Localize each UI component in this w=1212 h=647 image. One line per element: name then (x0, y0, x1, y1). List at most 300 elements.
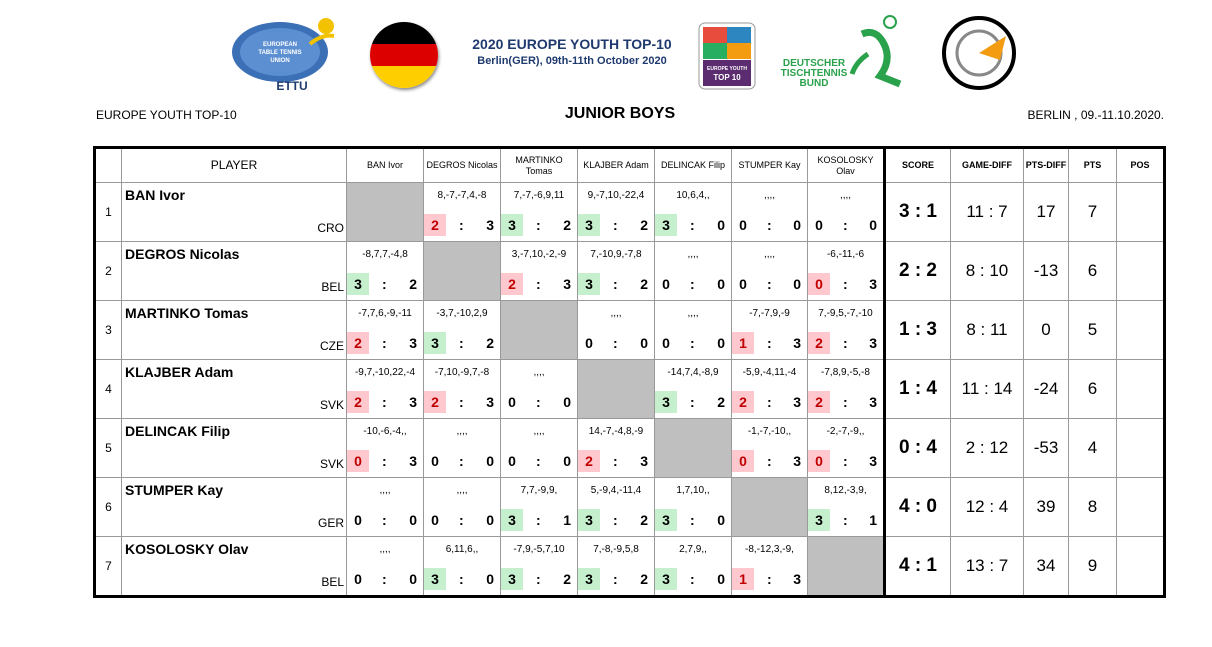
game-scores: 7,-9,5,-7,-10 (818, 308, 873, 319)
match-score (808, 509, 883, 531)
match-result-cell (424, 537, 501, 597)
player-nation: BEL (321, 280, 344, 294)
player-nation: BEL (321, 575, 344, 589)
game-scores: ,,,, (533, 426, 545, 437)
pos-header: POS (1117, 148, 1165, 183)
table-row (95, 478, 1165, 537)
match-result-cell (655, 301, 732, 360)
games-won: 3 (655, 214, 677, 236)
games-lost: 0 (717, 512, 725, 528)
games-won: 2 (501, 273, 523, 295)
match-score (501, 509, 577, 531)
match-result-cell (732, 360, 808, 419)
score-separator: : (536, 276, 541, 292)
score-separator: : (690, 276, 695, 292)
games-won: 0 (739, 217, 747, 233)
player-cell (122, 537, 347, 597)
match-score (808, 391, 883, 413)
games-lost: 0 (486, 512, 494, 528)
self-match-cell (578, 360, 655, 419)
dttb-line2: TISCHTENNIS (780, 68, 848, 79)
game-scores: ,,,, (763, 190, 776, 201)
pos-value (1117, 183, 1165, 242)
match-result-cell (501, 360, 578, 419)
score-separator: : (613, 217, 618, 233)
score-separator: : (690, 571, 695, 587)
header-left-label: EUROPE YOUTH TOP-10 (96, 108, 237, 122)
table-row (95, 419, 1165, 478)
ettu-text: ETTU (276, 79, 308, 92)
score-separator: : (536, 394, 541, 410)
match-score (347, 509, 423, 531)
match-result-cell (732, 242, 808, 301)
match-result-cell (732, 419, 808, 478)
games-lost: 3 (409, 335, 417, 351)
games-won: 3 (578, 273, 600, 295)
opponent-header: DEGROS Nicolas (424, 148, 501, 183)
match-result-cell (808, 242, 885, 301)
games-won: 0 (732, 450, 754, 472)
score-separator: : (843, 217, 848, 233)
header-right-label: BERLIN , 09.-11.10.2020. (1027, 108, 1164, 122)
score-separator: : (382, 571, 387, 587)
game-diff-value: 11 : 14 (951, 360, 1024, 419)
games-lost: 2 (409, 276, 417, 292)
score-separator: : (767, 453, 772, 469)
games-won: 0 (347, 450, 369, 472)
game-diff-value: 8 : 11 (951, 301, 1024, 360)
score-separator: : (767, 394, 772, 410)
score-separator: : (382, 512, 387, 528)
pos-value (1117, 242, 1165, 301)
player-nation: GER (317, 516, 344, 530)
score-separator: : (690, 217, 695, 233)
pos-value (1117, 478, 1165, 537)
game-scores: 2,7,9,, (679, 544, 707, 555)
match-score-total: 3 : 1 (885, 183, 951, 242)
score-separator: : (843, 453, 848, 469)
game-scores: ,,,, (379, 485, 391, 496)
games-lost: 1 (563, 512, 571, 528)
match-score (808, 450, 883, 472)
player-name: BAN Ivor (125, 187, 185, 203)
row-number: 2 (95, 242, 122, 301)
score-separator: : (843, 512, 848, 528)
games-won: 2 (732, 391, 754, 413)
match-score (501, 568, 577, 590)
player-nation: CZE (320, 339, 344, 353)
game-scores: -7,-7,9,-9 (749, 308, 790, 319)
game-scores: 7,7,-9,9, (520, 485, 558, 496)
game-scores: -8,7,7,-4,8 (362, 249, 408, 260)
match-result-cell (501, 537, 578, 597)
games-won: 0 (808, 273, 830, 295)
games-won: 0 (354, 512, 362, 528)
match-result-cell (732, 183, 808, 242)
score-separator: : (382, 394, 387, 410)
match-result-cell (655, 183, 732, 242)
self-match-cell (808, 537, 885, 597)
score-separator: : (767, 217, 772, 233)
score-separator: : (382, 453, 387, 469)
score-separator: : (613, 335, 618, 351)
games-lost: 0 (793, 217, 801, 233)
score-separator: : (536, 512, 541, 528)
match-score (808, 214, 883, 236)
score-separator: : (459, 453, 464, 469)
table-row (95, 242, 1165, 301)
games-won: 3 (501, 509, 523, 531)
match-score (424, 450, 500, 472)
games-lost: 3 (486, 217, 494, 233)
score-separator: : (843, 394, 848, 410)
player-cell (122, 360, 347, 419)
table-row (95, 360, 1165, 419)
games-lost: 0 (409, 571, 417, 587)
score-separator: : (767, 276, 772, 292)
match-score (732, 332, 807, 354)
score-separator: : (613, 571, 618, 587)
games-lost: 2 (563, 217, 571, 233)
match-result-cell (808, 419, 885, 478)
game-scores: -10,-6,-4,, (363, 426, 407, 437)
match-score-total: 2 : 2 (885, 242, 951, 301)
player-cell (122, 419, 347, 478)
row-number: 1 (95, 183, 122, 242)
self-match-cell (732, 478, 808, 537)
game-scores: ,,,, (687, 308, 699, 319)
player-nation: SVK (319, 457, 344, 471)
match-result-cell (578, 478, 655, 537)
match-result-cell (808, 183, 885, 242)
game-scores: ,,,, (379, 544, 391, 555)
match-score (732, 450, 807, 472)
games-won: 3 (655, 568, 677, 590)
pos-value (1117, 360, 1165, 419)
score-header: SCORE (885, 148, 951, 183)
num-header (95, 148, 122, 183)
score-separator: : (536, 217, 541, 233)
games-won: 3 (347, 273, 369, 295)
games-lost: 2 (717, 394, 725, 410)
match-result-cell (655, 537, 732, 597)
dttb-logo (772, 14, 910, 90)
game-scores: -7,7,6,-9,-11 (358, 308, 412, 319)
games-won: 3 (655, 509, 677, 531)
dttb-line3: BUND (799, 78, 829, 89)
game-diff-value: 13 : 7 (951, 537, 1024, 597)
score-separator: : (459, 394, 464, 410)
pts-value: 7 (1069, 183, 1117, 242)
dttb-line1: DEUTSCHER (782, 58, 846, 69)
opponent-header: BAN Ivor (347, 148, 424, 183)
game-scores: 9,-7,10,-22,4 (587, 190, 645, 201)
game-diff-value: 8 : 10 (951, 242, 1024, 301)
player-header: PLAYER (122, 148, 347, 183)
opponent-header: KOSOLOSKY Olav (808, 148, 885, 183)
match-result-cell (424, 360, 501, 419)
games-lost: 3 (640, 453, 648, 469)
game-scores: -2,-7,-9,, (826, 426, 865, 437)
event-title-block (452, 36, 692, 67)
game-scores: 10,6,4,, (676, 190, 710, 201)
game-scores: 3,-7,10,-2,-9 (511, 249, 567, 260)
pts-value: 9 (1069, 537, 1117, 597)
results-table (93, 146, 1166, 598)
games-won: 2 (578, 450, 600, 472)
player-name: MARTINKO Tomas (125, 305, 249, 321)
match-score (732, 391, 807, 413)
svg-text:TABLE TENNIS: TABLE TENNIS (258, 50, 302, 56)
game-scores: -3,7,-10,2,9 (436, 308, 488, 319)
games-lost: 2 (640, 276, 648, 292)
pts-diff-value: -13 (1024, 242, 1069, 301)
self-match-cell (655, 419, 732, 478)
games-lost: 3 (409, 394, 417, 410)
match-score (424, 568, 500, 590)
games-won: 0 (815, 217, 823, 233)
player-name: KOSOLOSKY Olav (125, 541, 249, 557)
game-scores: ,,,, (687, 249, 699, 260)
game-scores: 7,-10,9,-7,8 (590, 249, 642, 260)
score-separator: : (459, 217, 464, 233)
opponent-header (501, 148, 578, 183)
game-scores: -7,8,9,-5,-8 (821, 367, 870, 378)
match-result-cell (424, 183, 501, 242)
games-lost: 3 (793, 394, 801, 410)
game-scores: 8,12,-3,9, (824, 485, 867, 496)
game-scores: 5,-9,4,-11,4 (590, 485, 642, 496)
match-score (347, 273, 423, 295)
match-score (732, 273, 807, 295)
eyt-top: TOP 10 (713, 73, 741, 82)
game-scores: -14,7,4,-8,9 (667, 367, 719, 378)
games-lost: 3 (869, 394, 877, 410)
game-scores: -8,-12,3,-9, (745, 544, 794, 555)
match-score (655, 391, 731, 413)
pts-value: 6 (1069, 242, 1117, 301)
games-lost: 3 (793, 571, 801, 587)
games-won: 0 (585, 335, 593, 351)
eyt-logo (698, 22, 756, 90)
germany-flag-icon (370, 22, 438, 88)
game-scores: -7,9,-5,7,10 (513, 544, 565, 555)
score-separator: : (690, 335, 695, 351)
games-won: 1 (732, 568, 754, 590)
games-won: 3 (808, 509, 830, 531)
player-name: STUMPER Kay (125, 482, 224, 498)
games-won: 0 (739, 276, 747, 292)
game-scores: ,,,, (610, 308, 622, 319)
games-lost: 0 (793, 276, 801, 292)
results-body (95, 183, 1165, 597)
match-result-cell (732, 301, 808, 360)
game-scores: ,,,, (456, 485, 468, 496)
match-score-total: 4 : 1 (885, 537, 951, 597)
match-score (655, 332, 731, 354)
match-score (347, 568, 423, 590)
games-won: 0 (508, 453, 516, 469)
row-number: 7 (95, 537, 122, 597)
match-result-cell (347, 419, 424, 478)
score-separator: : (767, 335, 772, 351)
games-lost: 0 (717, 571, 725, 587)
match-score (424, 332, 500, 354)
pts-diff-value: 17 (1024, 183, 1069, 242)
table-row (95, 301, 1165, 360)
event-title: 2020 EUROPE YOUTH TOP-10 (472, 36, 672, 52)
match-result-cell (501, 242, 578, 301)
score-separator: : (459, 512, 464, 528)
match-score (501, 391, 577, 413)
match-score (655, 214, 731, 236)
match-score-total: 4 : 0 (885, 478, 951, 537)
category-title: JUNIOR BOYS (564, 105, 676, 122)
game-diff-header: GAME-DIFF (951, 148, 1024, 183)
score-separator: : (613, 276, 618, 292)
match-score (578, 450, 654, 472)
match-score (578, 568, 654, 590)
player-nation: CRO (317, 221, 344, 235)
games-lost: 0 (563, 394, 571, 410)
match-result-cell (808, 360, 885, 419)
opponent-header: DELINCAK Filip (655, 148, 732, 183)
games-lost: 3 (486, 394, 494, 410)
game-scores: -6,-11,-6 (826, 249, 865, 260)
game-scores: -9,7,-10,22,-4 (354, 367, 416, 378)
game-scores: ,,,, (763, 249, 776, 260)
self-match-cell (424, 242, 501, 301)
score-separator: : (843, 276, 848, 292)
match-result-cell (347, 537, 424, 597)
row-number: 3 (95, 301, 122, 360)
games-won: 3 (424, 568, 446, 590)
score-separator: : (459, 335, 464, 351)
pts-diff-value: -53 (1024, 419, 1069, 478)
games-won: 2 (808, 391, 830, 413)
match-score-total: 1 : 4 (885, 360, 951, 419)
games-won: 2 (347, 332, 369, 354)
match-score (578, 273, 654, 295)
game-scores: -1,-7,-10,, (747, 426, 792, 437)
match-result-cell (424, 478, 501, 537)
games-lost: 2 (640, 512, 648, 528)
eyt-label: EUROPE YOUTH (707, 66, 747, 72)
game-diff-value: 11 : 7 (951, 183, 1024, 242)
event-subtitle: Berlin(GER), 09th-11th October 2020 (477, 55, 667, 67)
row-number: 5 (95, 419, 122, 478)
games-won: 0 (662, 276, 670, 292)
games-won: 3 (578, 568, 600, 590)
pos-value (1117, 537, 1165, 597)
match-result-cell (655, 242, 732, 301)
games-lost: 0 (717, 276, 725, 292)
match-score (501, 214, 577, 236)
svg-text:EUROPEAN: EUROPEAN (262, 42, 298, 48)
match-score (655, 273, 731, 295)
match-result-cell (424, 301, 501, 360)
game-scores: -5,9,-4,11,-4 (742, 367, 797, 378)
player-cell (122, 242, 347, 301)
header-row (95, 148, 1165, 183)
match-result-cell (578, 537, 655, 597)
game-scores: ,,,, (533, 367, 545, 378)
games-lost: 0 (409, 512, 417, 528)
games-won: 3 (501, 214, 523, 236)
games-lost: 0 (486, 453, 494, 469)
self-match-cell (347, 183, 424, 242)
match-result-cell (732, 537, 808, 597)
score-separator: : (613, 512, 618, 528)
game-scores: 8,-7,-7,4,-8 (437, 190, 487, 201)
games-lost: 3 (869, 276, 877, 292)
player-cell (122, 183, 347, 242)
opponent-header-last: Tomas (525, 165, 553, 176)
games-won: 3 (501, 568, 523, 590)
games-won: 0 (354, 571, 362, 587)
score-separator: : (613, 453, 618, 469)
player-name: KLAJBER Adam (125, 364, 234, 380)
match-score (808, 273, 883, 295)
score-separator: : (690, 512, 695, 528)
match-result-cell (808, 301, 885, 360)
games-lost: 1 (869, 512, 877, 528)
pts-diff-header: PTS-DIFF (1024, 148, 1069, 183)
score-separator: : (382, 335, 387, 351)
games-won: 2 (347, 391, 369, 413)
pts-diff-value: 39 (1024, 478, 1069, 537)
games-lost: 2 (640, 217, 648, 233)
pts-diff-value: -24 (1024, 360, 1069, 419)
match-score (347, 332, 423, 354)
match-result-cell (501, 419, 578, 478)
games-won: 3 (578, 214, 600, 236)
match-score (424, 509, 500, 531)
match-result-cell (424, 419, 501, 478)
games-lost: 2 (640, 571, 648, 587)
games-won: 3 (655, 391, 677, 413)
game-diff-value: 12 : 4 (951, 478, 1024, 537)
self-match-cell (501, 301, 578, 360)
player-cell (122, 478, 347, 537)
score-separator: : (536, 571, 541, 587)
pts-value: 8 (1069, 478, 1117, 537)
score-separator: : (536, 453, 541, 469)
match-result-cell (578, 183, 655, 242)
games-lost: 0 (717, 335, 725, 351)
match-score (732, 568, 807, 590)
games-lost: 3 (563, 276, 571, 292)
games-won: 1 (732, 332, 754, 354)
table-row (95, 183, 1165, 242)
game-scores: 6,11,6,, (445, 544, 479, 555)
match-result-cell (655, 478, 732, 537)
player-cell (122, 301, 347, 360)
opponent-header: KLAJBER Adam (578, 148, 655, 183)
match-score (732, 214, 807, 236)
game-scores: 7,-8,-9,5,8 (593, 544, 639, 555)
games-won: 0 (508, 394, 516, 410)
games-won: 0 (662, 335, 670, 351)
pts-value: 6 (1069, 360, 1117, 419)
score-separator: : (767, 571, 772, 587)
games-lost: 0 (486, 571, 494, 587)
games-won: 0 (808, 450, 830, 472)
game-scores: ,,,, (839, 190, 852, 201)
ettu-logo (230, 14, 342, 92)
match-score (655, 509, 731, 531)
opponent-header: STUMPER Kay (732, 148, 808, 183)
